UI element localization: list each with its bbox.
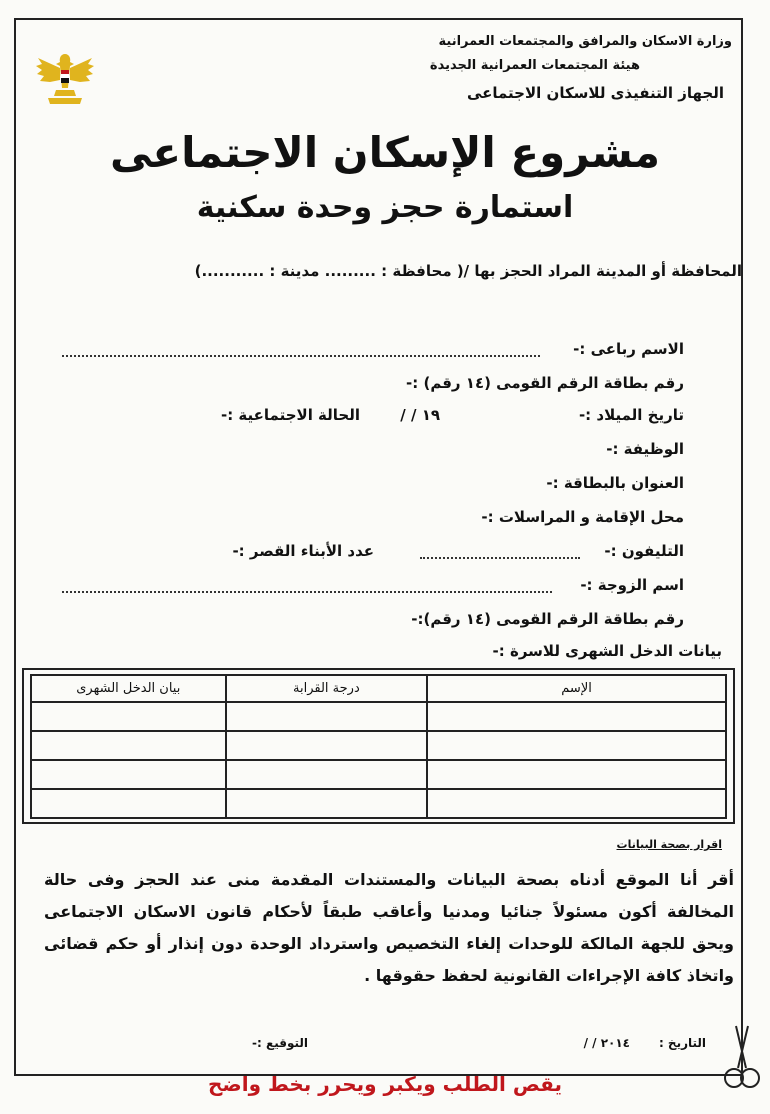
table-cell[interactable]	[31, 789, 226, 818]
table-row	[31, 760, 726, 789]
full-name-label: الاسم رباعى :-	[573, 340, 684, 358]
column-name: الإسم	[427, 675, 726, 702]
table-cell[interactable]	[31, 731, 226, 760]
date-input[interactable]: / / ٢٠١٤	[583, 1036, 630, 1050]
job-label: الوظيفة :-	[606, 440, 684, 458]
table-cell[interactable]	[31, 760, 226, 789]
signature-label: التوقيع :-	[252, 1036, 308, 1050]
table-cell[interactable]	[226, 789, 428, 818]
table-cell[interactable]	[226, 760, 428, 789]
residence-label: محل الإقامة و المراسلات :-	[481, 508, 684, 526]
agency-name: الجهاز التنفيذى للاسكان الاجتماعى	[466, 84, 724, 102]
column-relation: درجة القرابة	[226, 675, 428, 702]
wife-name-label: اسم الزوجة :-	[580, 576, 684, 594]
egypt-eagle-emblem-icon	[34, 50, 96, 106]
form-title: مشروع الإسكان الاجتماعى	[109, 128, 661, 177]
minor-children-label: عدد الأبناء القصر :-	[232, 542, 374, 560]
wife-national-id-label: رقم بطاقة الرقم القومى (١٤ رقم):-	[411, 610, 684, 628]
table-row	[31, 789, 726, 818]
table-cell[interactable]	[427, 789, 726, 818]
table-row	[31, 702, 726, 731]
date-label: التاريخ :	[658, 1036, 706, 1050]
birth-date-input[interactable]: / / ١٩	[400, 406, 440, 424]
birth-date-label: تاريخ الميلاد :-	[578, 406, 684, 424]
family-income-label: بيانات الدخل الشهرى للاسرة :-	[492, 642, 722, 660]
table-cell[interactable]	[226, 702, 428, 731]
declaration-text: أقر أنا الموقع أدناه بصحة البيانات والمستندات المقدمة منى عند الحجز وفى حالة المخالفة أكون مسئولاً جنائيا ومدنيا وأعاقب طبقاً لأحكام قانون الاسكان الاجتماعى ويحق للجهة المالكة للوحدات إلغاء التخصيص واسترداد الوحدة دون إنذار أو حكم قضائى واتخاذ كافة الإجراءات القانونية لحفظ حقوقها .	[44, 870, 734, 985]
table-cell[interactable]	[427, 760, 726, 789]
instruction-text: يقص الطلب ويكبر ويحرر بخط واضح	[207, 1072, 563, 1096]
national-id-label: رقم بطاقة الرقم القومى (١٤ رقم) :-	[406, 374, 684, 392]
full-name-input[interactable]	[62, 355, 540, 357]
declaration-heading: اقرار بصحة البيانات	[616, 838, 722, 851]
wife-name-input[interactable]	[62, 591, 552, 593]
income-table	[30, 674, 727, 819]
table-cell[interactable]	[427, 702, 726, 731]
authority-name: هيئة المجتمعات العمرانية الجديدة	[429, 58, 640, 73]
phone-input[interactable]	[420, 557, 580, 559]
marital-status-label: الحالة الاجتماعية :-	[220, 406, 360, 424]
ministry-name: وزارة الاسكان والمرافق والمجتمعات العمرانية	[438, 34, 732, 49]
phone-label: التليفون :-	[604, 542, 684, 560]
column-income: بيان الدخل الشهرى	[31, 675, 226, 702]
table-cell[interactable]	[427, 731, 726, 760]
location-line: المحافظة أو المدينة المراد الحجز بها /( محافظة : ......... مدينة : ...........)	[194, 262, 742, 280]
table-row	[31, 731, 726, 760]
card-address-label: العنوان بالبطاقة :-	[546, 474, 684, 492]
form-subtitle: استمارة حجز وحدة سكنية	[196, 190, 574, 225]
table-cell[interactable]	[226, 731, 428, 760]
table-cell[interactable]	[31, 702, 226, 731]
